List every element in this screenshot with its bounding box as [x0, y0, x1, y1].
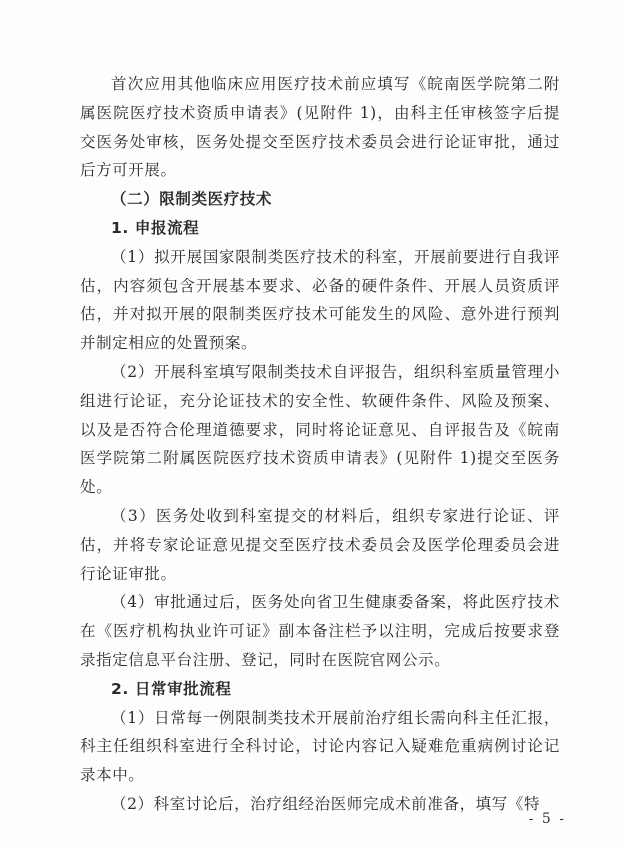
document-body	[80, 70, 560, 819]
section-heading-restricted-technology: （二）限制类医疗技术	[111, 190, 273, 209]
page-number: - 5 -	[528, 811, 566, 827]
paragraph-step-2: （2）开展科室填写限制类技术自评报告，组织科室质量管理小组进行论证，充分论证技术的安全性、软硬件条件、风险及预案、以及是否符合伦理道德要求，同时将论证意见、自评报告及《皖南医学院第二附属医院医疗技术资质申请表》(见附件 1)提交至医务处。	[80, 362, 560, 497]
paragraph-step-3: （3）医务处收到科室提交的材料后，组织专家进行论证、评估，并将专家论证意见提交至医疗技术委员会及医学伦理委员会进行论证审批。	[80, 506, 560, 583]
subsection-heading-daily-approval: 2. 日常审批流程	[111, 679, 232, 698]
paragraph-daily-step-1: （1）日常每一例限制类技术开展前治疗组长需向科主任汇报，科主任组织科室进行全科讨论，讨论内容记入疑难危重病例讨论记录本中。	[80, 708, 560, 785]
paragraph-step-4: （4）审批通过后，医务处向省卫生健康委备案，将此医疗技术在《医疗机构执业许可证》副本备注栏予以注明，完成后按要求登录指定信息平台注册、登记，同时在医院官网公示。	[80, 593, 560, 669]
paragraph-daily-step-2: （2）科室讨论后，治疗组经治医师完成术前准备，填写《特	[111, 794, 541, 813]
paragraph-first-application: 首次应用其他临床应用医疗技术前应填写《皖南医学院第二附属医院医疗技术资质申请表》(见附件 1)，由科主任审核签字后提交医务处审核，医务处提交至医疗技术委员会进行论证审批，通过后方可开展。	[80, 75, 560, 180]
subsection-heading-application-process: 1. 申报流程	[111, 218, 200, 237]
paragraph-step-1: （1）拟开展国家限制类医疗技术的科室，开展前要进行自我评估，内容须包含开展基本要求、必备的硬件条件、开展人员资质评估，并对拟开展的限制类医疗技术可能发生的风险、意外进行预判并制定相应的处置预案。	[80, 247, 560, 353]
